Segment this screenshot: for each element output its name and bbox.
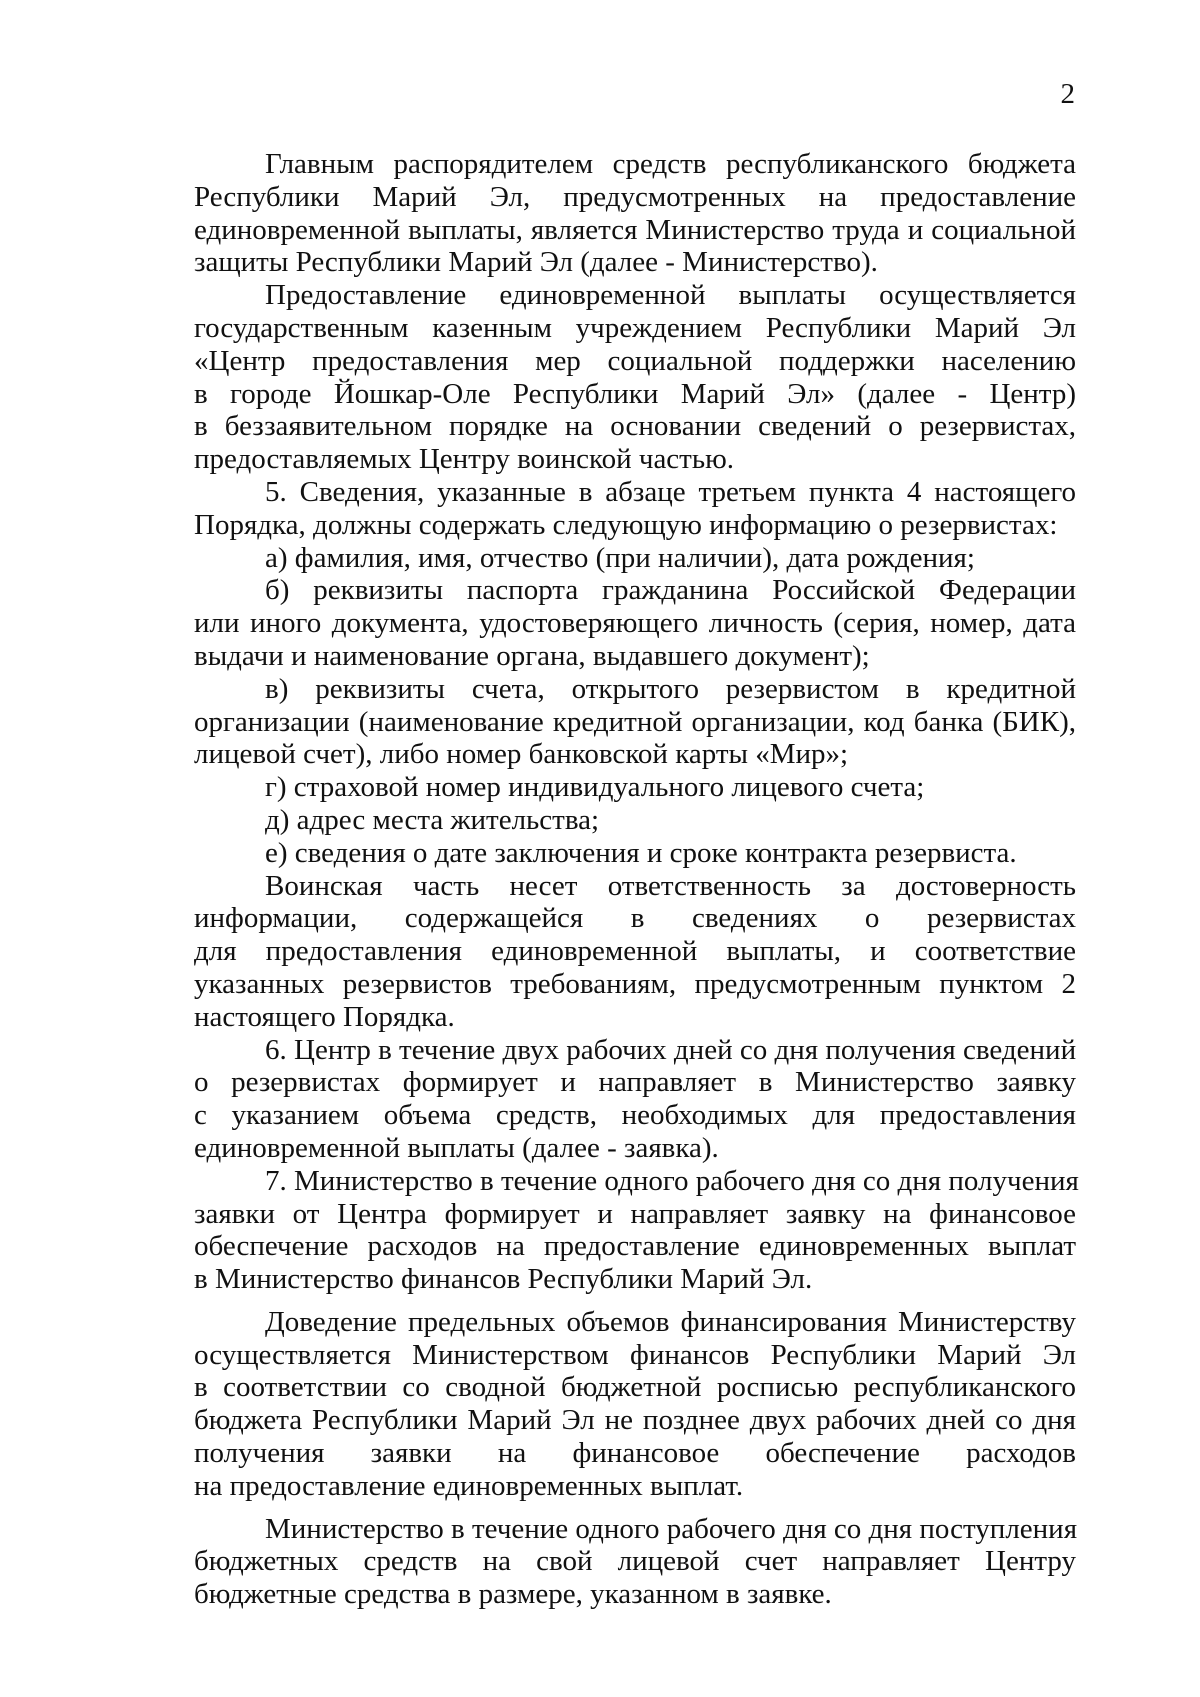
text-line: осуществляется Министерством финансов Республики Марий Эл: [194, 1338, 1076, 1371]
text-line: в соответствии со сводной бюджетной росписью республиканского: [194, 1371, 1076, 1404]
text-line: 5. Сведения, указанные в абзаце третьем пункта 4 настоящего: [265, 475, 1076, 508]
text-line: бюджетные средства в размере, указанном в заявке.: [194, 1578, 832, 1611]
text-line: предоставляемых Центру воинской частью.: [194, 443, 734, 476]
text-line: в Министерство финансов Республики Марий Эл.: [194, 1263, 813, 1296]
text-line: государственным казенным учреждением Республики Марий Эл: [194, 311, 1076, 344]
text-line: Предоставление единовременной выплаты осуществляется: [265, 279, 1076, 312]
text-line: лицевой счет), либо номер банковской карты «Мир»;: [194, 738, 849, 771]
text-line: бюджета Республики Марий Эл не позднее двух рабочих дней со дня: [194, 1404, 1076, 1437]
text-line: указанных резервистов требованиям, предусмотренным пунктом 2: [194, 967, 1076, 1000]
text-line: организации (наименование кредитной организации, код банка (БИК),: [194, 705, 1076, 738]
text-line: заявки от Центра формирует и направляет заявку на финансовое: [194, 1197, 1076, 1230]
text-line: а) фамилия, имя, отчество (при наличии), дата рождения;: [265, 541, 975, 574]
text-line: получения заявки на финансовое обеспечение расходов: [194, 1437, 1076, 1470]
text-line: единовременной выплаты, является Министерство труда и социальной: [194, 213, 1076, 246]
text-line: «Центр предоставления мер социальной поддержки населению: [194, 344, 1076, 377]
text-line: выдачи и наименование органа, выдавшего документ);: [194, 639, 870, 672]
document-body: [194, 148, 1079, 1611]
text-line: для предоставления единовременной выплаты, и соответствие: [194, 935, 1076, 968]
text-line: о резервистах формирует и направляет в Министерство заявку: [194, 1066, 1076, 1099]
text-line: информации, содержащейся в сведениях о резервистах: [194, 902, 1076, 935]
text-line: Главным распорядителем средств республиканского бюджета: [265, 148, 1076, 180]
text-line: г) страховой номер индивидуального лицевого счета;: [265, 771, 925, 804]
text-line: б) реквизиты паспорта гражданина Российской Федерации: [265, 574, 1076, 607]
text-line: в городе Йошкар-Оле Республики Марий Эл» (далее - Центр): [194, 377, 1076, 410]
text-line: единовременной выплаты (далее - заявка).: [194, 1131, 719, 1164]
text-line: с указанием объема средств, необходимых для предоставления: [194, 1099, 1076, 1132]
text-line: в) реквизиты счета, открытого резервистом в кредитной: [265, 672, 1076, 705]
text-line: на предоставление единовременных выплат.: [194, 1469, 744, 1502]
text-line: Министерство в течение одного рабочего дня со дня поступления: [265, 1512, 1078, 1545]
text-line: Доведение предельных объемов финансирования Министерству: [265, 1305, 1076, 1338]
text-line: е) сведения о дате заключения и сроке контракта резервиста.: [265, 836, 1017, 869]
text-line: обеспечение расходов на предоставление единовременных выплат: [194, 1230, 1076, 1263]
text-line: настоящего Порядка.: [194, 1000, 455, 1033]
text-line: д) адрес места жительства;: [265, 803, 600, 836]
text-line: 7. Министерство в течение одного рабочего дня со дня получения: [265, 1164, 1079, 1197]
text-line: Воинская часть несет ответственность за достоверность: [265, 869, 1076, 902]
text-line: защиты Республики Марий Эл (далее - Министерство).: [194, 246, 878, 279]
text-line: 6. Центр в течение двух рабочих дней со дня получения сведений: [265, 1033, 1077, 1066]
page-number: 2: [1060, 78, 1075, 110]
paragraph-gap: [194, 1503, 1076, 1513]
text-line: Республики Марий Эл, предусмотренных на предоставление: [194, 180, 1076, 213]
text-line: в беззаявительном порядке на основании сведений о резервистах,: [194, 410, 1076, 443]
text-line: Порядка, должны содержать следующую информацию о резервистах:: [194, 508, 1058, 541]
paragraph-gap: [194, 1296, 1076, 1306]
text-line: бюджетных средств на свой лицевой счет направляет Центру: [194, 1545, 1076, 1578]
text-line: или иного документа, удостоверяющего личность (серия, номер, дата: [194, 607, 1076, 640]
